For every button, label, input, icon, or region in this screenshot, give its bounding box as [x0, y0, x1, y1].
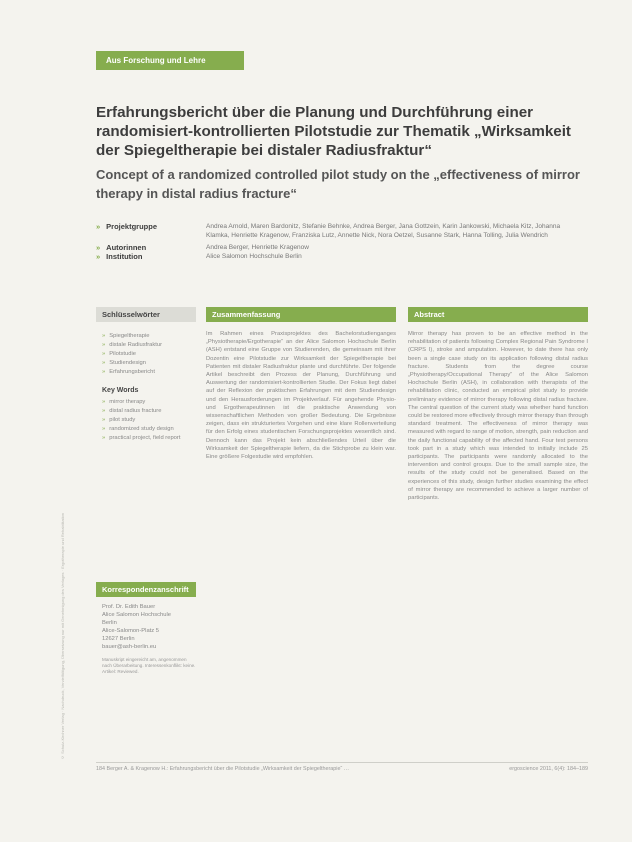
keyword-item: » Spiegeltherapie	[102, 332, 196, 341]
contact-line: Berlin	[102, 620, 117, 626]
abstract-de-heading: Zusammenfassung	[206, 307, 396, 322]
keywords-en-list	[96, 398, 196, 443]
keywords-heading: Schlüsselwörter	[96, 307, 196, 322]
contact-address	[96, 597, 196, 651]
meta-row-authors	[96, 243, 566, 252]
contact-box	[96, 582, 196, 675]
contact-line: Alice-Salomon-Platz 5	[102, 628, 160, 634]
meta-row-project-group	[96, 222, 566, 240]
contact-line: Alice Salomon Hochschule	[102, 612, 171, 618]
keywords-en-heading: Key Words	[102, 387, 139, 394]
keyword-en-item: » practical project, field report	[102, 434, 196, 443]
footer-journal: ergoscience 2011, 6(4): 184–189	[509, 766, 588, 772]
footer-citation: 184 Berger A. & Kragenow H.: Erfahrungsbericht über die Pilotstudie „Wirksamkeit der Spiegeltherapie“ …	[96, 766, 350, 772]
keyword-en-item: » mirror therapy	[102, 398, 196, 407]
keywords-box	[96, 307, 196, 443]
abstract-de-box	[206, 307, 396, 461]
abstract-de-text: Im Rahmen eines Praxisprojektes des Bachelorstudienganges „Physiotherapie/Ergotherapie“ an der Alice Salomon Hochschule Berlin (ASH) entstand eine Gruppe von Studierenden, die gemeinsam mit ihrer Dozentin eine Pilotstudie zur Wirksamkeit der Spiegeltherapie bei Patienten mit distaler Radiusfraktur plante und durchführte. Der folgende Artikel beschreibt den Prozess der Planung, Durchführung und Auswertung der randomisiert-kontrollierten Studie. Der Fokus liegt dabei auf der Reflexion der praktischen Erfahrungen mit dem Studiendesign und den Herausforderungen im Projektverlauf. Für angehende Physio- und Ergotherapeutinnen ist die praktische Anwendung von wissenschaftlichen Methoden von großer Bedeutung. Die Ergebnisse zeigen, dass ein strukturiertes Vorgehen und eine klare Rollenverteilung für den Erfolg eines studentischen Forschungsprojektes wesentlich sind. Dennoch kann das Projekt kein abschließendes Urteil über die Wirksamkeit der Spiegeltherapie liefern, da die Stichprobe zu klein war. Eine größere Folgestudie wird empfohlen.	[206, 331, 396, 461]
section-tab: Aus Forschung und Lehre	[96, 51, 244, 70]
meta-key: » Autorinnen	[96, 243, 206, 252]
keyword-en-item: » distal radius fracture	[102, 407, 196, 416]
manuscript-note: Manuskript eingereicht am, angenommen nach Überarbeitung. Interessenkonflikt: keine. Artikel: Reviewed.	[102, 657, 196, 674]
keyword-en-item: » pilot study	[102, 416, 196, 425]
meta-key: » Institution	[96, 252, 206, 261]
contact-line: 12627 Berlin	[102, 636, 135, 642]
contact-email: bauer@ash-berlin.eu	[102, 644, 157, 650]
meta-value: Andrea Arnold, Maren Bardonitz, Stefanie Behnke, Andrea Berger, Jana Gottzein, Karin Jankowski, Michaela Kitz, Johanna Klamka, Henriette Kragenow, Franziska Lutz, Annette Nick, Nora Oetzel, Susanne Stark, Hanna Tolling, Julia Wendrich	[206, 223, 561, 239]
side-copyright-note: © Schulz-Kirchner Verlag · Nachdruck, Vervielfältigung, Übersetzung nur mit Genehmigung des Verlages · Ergotherapie und Rehabilitation	[60, 512, 65, 760]
keywords-list	[96, 332, 196, 377]
keyword-en-item: » randomized study design	[102, 425, 196, 434]
article-subtitle: Concept of a randomized controlled pilot study on the „effectiveness of mirror therapy in distal radius fracture“	[96, 167, 580, 201]
article-meta	[96, 222, 566, 261]
meta-value: Andrea Berger, Henriette Kragenow	[206, 244, 309, 251]
keyword-item: » Studiendesign	[102, 359, 196, 368]
keyword-item: » Pilotstudie	[102, 350, 196, 359]
article-title: Erfahrungsbericht über die Planung und Durchführung einer randomisiert-kontrollierten Pilotstudie zur Thematik „Wirksamkeit der Spiegeltherapie bei distaler Radiusfraktur“	[96, 104, 571, 159]
meta-value: Alice Salomon Hochschule Berlin	[206, 253, 302, 260]
abstract-en-text: Mirror therapy has proven to be an effective method in the rehabilitation of patients following Complex Regional Pain Syndrome I (CRPS I), stroke and amputation. However, to date there has only been a single case study on its application following distal radius fracture. Students from the degree course „Physiotherapy/Occupational Therapy“ of the Alice Salomon Hochschule Berlin (ASH), in collaboration with therapists of the rehabilitation clinic, conducted an empirical pilot study to provide preliminary evidence of mirror therapy following distal radius fracture. The central question of the current study was whether hand function could be restored more effectively through mirror therapy than through standard treatment. The effectiveness of mirror therapy was measured with regard to range of motion, strength, pain reduction and the daily functional capability of the affected hand. Four test persons took part in a study which was intended to initially include 25 participants. The participants were randomly allocated to the intervention and control groups. Due to the small sample size, the results of the study could not be generalised. Based on the experiences of this study, design further studies examining the effect of mirror therapy are recommended to achieve a larger number of participants.	[408, 331, 589, 502]
abstract-en-heading: Abstract	[408, 307, 588, 322]
page-footer	[96, 762, 588, 774]
meta-row-institution	[96, 252, 566, 261]
contact-line: Prof. Dr. Edith Bauer	[102, 604, 156, 610]
meta-key: » Projektgruppe	[96, 222, 206, 240]
abstract-en-box	[408, 307, 588, 502]
keyword-item: » Erfahrungsbericht	[102, 368, 196, 377]
contact-heading: Korrespondenzanschrift	[96, 582, 196, 597]
keyword-item: » distale Radiusfraktur	[102, 341, 196, 350]
